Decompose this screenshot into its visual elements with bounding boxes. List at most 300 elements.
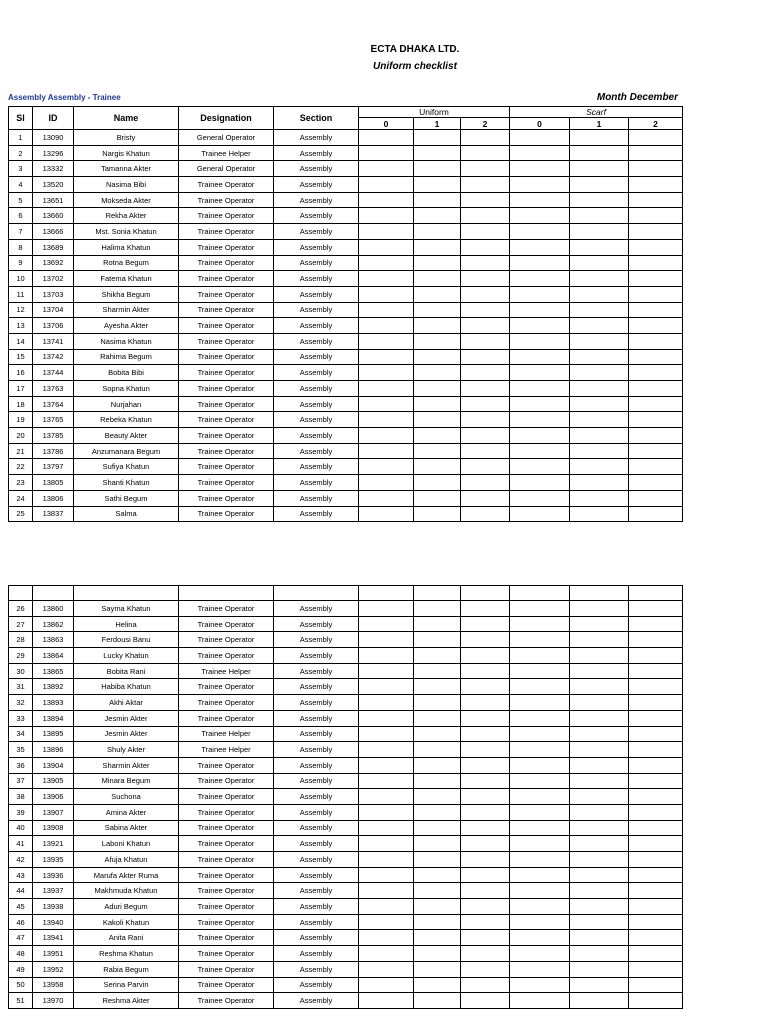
checkbox-cell-scarf-1[interactable]	[570, 161, 629, 177]
checkbox-cell-scarf-0[interactable]	[510, 679, 570, 695]
checkbox-cell-scarf-0[interactable]	[510, 601, 570, 617]
checkbox-cell-scarf-0[interactable]	[510, 412, 570, 428]
checkbox-cell-scarf-1[interactable]	[570, 632, 629, 648]
checkbox-cell-scarf-2[interactable]	[629, 679, 683, 695]
checkbox-cell-scarf-1[interactable]	[570, 349, 629, 365]
checkbox-cell-scarf-0[interactable]	[510, 428, 570, 444]
checkbox-cell-uniform-2[interactable]	[461, 773, 510, 789]
checkbox-cell-scarf-2[interactable]	[629, 318, 683, 334]
checkbox-cell-uniform-2[interactable]	[461, 412, 510, 428]
checkbox-cell-uniform-1[interactable]	[414, 726, 461, 742]
checkbox-cell-scarf-1[interactable]	[570, 883, 629, 899]
checkbox-cell-scarf-1[interactable]	[570, 255, 629, 271]
checkbox-cell-uniform-0[interactable]	[359, 161, 414, 177]
checkbox-cell-scarf-0[interactable]	[510, 475, 570, 491]
checkbox-cell-scarf-0[interactable]	[510, 302, 570, 318]
checkbox-cell-scarf-0[interactable]	[510, 961, 570, 977]
checkbox-cell-uniform-2[interactable]	[461, 286, 510, 302]
checkbox-cell-uniform-1[interactable]	[414, 867, 461, 883]
checkbox-cell-scarf-2[interactable]	[629, 161, 683, 177]
checkbox-cell-uniform-0[interactable]	[359, 396, 414, 412]
checkbox-cell-scarf-2[interactable]	[629, 977, 683, 993]
checkbox-cell-uniform-1[interactable]	[414, 789, 461, 805]
checkbox-cell-scarf-0[interactable]	[510, 757, 570, 773]
checkbox-cell-uniform-0[interactable]	[359, 946, 414, 962]
checkbox-cell-scarf-1[interactable]	[570, 695, 629, 711]
checkbox-cell-uniform-2[interactable]	[461, 836, 510, 852]
checkbox-cell-uniform-1[interactable]	[414, 412, 461, 428]
checkbox-cell-uniform-0[interactable]	[359, 255, 414, 271]
checkbox-cell-scarf-1[interactable]	[570, 946, 629, 962]
checkbox-cell-scarf-0[interactable]	[510, 145, 570, 161]
checkbox-cell-uniform-1[interactable]	[414, 396, 461, 412]
checkbox-cell-scarf-2[interactable]	[629, 930, 683, 946]
checkbox-cell-uniform-2[interactable]	[461, 459, 510, 475]
checkbox-cell-uniform-2[interactable]	[461, 993, 510, 1009]
checkbox-cell-scarf-2[interactable]	[629, 899, 683, 915]
checkbox-cell-scarf-1[interactable]	[570, 177, 629, 193]
checkbox-cell-scarf-2[interactable]	[629, 757, 683, 773]
checkbox-cell-uniform-1[interactable]	[414, 757, 461, 773]
checkbox-cell-uniform-1[interactable]	[414, 820, 461, 836]
checkbox-cell-scarf-2[interactable]	[629, 428, 683, 444]
checkbox-cell-scarf-2[interactable]	[629, 459, 683, 475]
checkbox-cell-scarf-1[interactable]	[570, 396, 629, 412]
checkbox-cell-scarf-2[interactable]	[629, 993, 683, 1009]
checkbox-cell-scarf-1[interactable]	[570, 773, 629, 789]
checkbox-cell-uniform-1[interactable]	[414, 318, 461, 334]
checkbox-cell-scarf-0[interactable]	[510, 852, 570, 868]
checkbox-cell-scarf-0[interactable]	[510, 208, 570, 224]
checkbox-cell-uniform-1[interactable]	[414, 946, 461, 962]
checkbox-cell-uniform-0[interactable]	[359, 883, 414, 899]
checkbox-cell-uniform-0[interactable]	[359, 224, 414, 240]
checkbox-cell-uniform-2[interactable]	[461, 177, 510, 193]
checkbox-cell-uniform-2[interactable]	[461, 302, 510, 318]
checkbox-cell-scarf-1[interactable]	[570, 977, 629, 993]
checkbox-cell-scarf-1[interactable]	[570, 867, 629, 883]
checkbox-cell-scarf-1[interactable]	[570, 993, 629, 1009]
checkbox-cell-scarf-2[interactable]	[629, 349, 683, 365]
checkbox-cell-uniform-2[interactable]	[461, 443, 510, 459]
checkbox-cell-uniform-2[interactable]	[461, 648, 510, 664]
checkbox-cell-uniform-2[interactable]	[461, 255, 510, 271]
checkbox-cell-scarf-0[interactable]	[510, 773, 570, 789]
checkbox-cell-scarf-1[interactable]	[570, 224, 629, 240]
checkbox-cell-uniform-0[interactable]	[359, 726, 414, 742]
checkbox-cell-uniform-2[interactable]	[461, 601, 510, 617]
checkbox-cell-uniform-1[interactable]	[414, 381, 461, 397]
checkbox-cell-uniform-2[interactable]	[461, 396, 510, 412]
checkbox-cell-uniform-1[interactable]	[414, 930, 461, 946]
checkbox-cell-uniform-0[interactable]	[359, 930, 414, 946]
checkbox-cell-uniform-1[interactable]	[414, 899, 461, 915]
checkbox-cell-scarf-2[interactable]	[629, 883, 683, 899]
checkbox-cell-scarf-0[interactable]	[510, 695, 570, 711]
checkbox-cell-uniform-0[interactable]	[359, 365, 414, 381]
checkbox-cell-uniform-0[interactable]	[359, 616, 414, 632]
checkbox-cell-uniform-1[interactable]	[414, 695, 461, 711]
checkbox-cell-scarf-1[interactable]	[570, 459, 629, 475]
checkbox-cell-uniform-0[interactable]	[359, 836, 414, 852]
checkbox-cell-scarf-0[interactable]	[510, 130, 570, 146]
checkbox-cell-scarf-1[interactable]	[570, 757, 629, 773]
checkbox-cell-uniform-0[interactable]	[359, 459, 414, 475]
checkbox-cell-scarf-1[interactable]	[570, 130, 629, 146]
checkbox-cell-scarf-2[interactable]	[629, 616, 683, 632]
checkbox-cell-scarf-0[interactable]	[510, 616, 570, 632]
checkbox-cell-scarf-1[interactable]	[570, 412, 629, 428]
checkbox-cell-scarf-0[interactable]	[510, 742, 570, 758]
checkbox-cell-uniform-1[interactable]	[414, 648, 461, 664]
checkbox-cell-uniform-1[interactable]	[414, 710, 461, 726]
checkbox-cell-scarf-2[interactable]	[629, 804, 683, 820]
checkbox-cell-scarf-1[interactable]	[570, 145, 629, 161]
checkbox-cell-scarf-0[interactable]	[510, 177, 570, 193]
checkbox-cell-uniform-2[interactable]	[461, 161, 510, 177]
checkbox-cell-scarf-2[interactable]	[629, 632, 683, 648]
checkbox-cell-uniform-0[interactable]	[359, 192, 414, 208]
checkbox-cell-uniform-1[interactable]	[414, 977, 461, 993]
checkbox-cell-uniform-2[interactable]	[461, 914, 510, 930]
checkbox-cell-uniform-2[interactable]	[461, 977, 510, 993]
checkbox-cell-uniform-1[interactable]	[414, 271, 461, 287]
checkbox-cell-uniform-1[interactable]	[414, 506, 461, 522]
checkbox-cell-scarf-0[interactable]	[510, 804, 570, 820]
checkbox-cell-scarf-0[interactable]	[510, 333, 570, 349]
checkbox-cell-uniform-0[interactable]	[359, 710, 414, 726]
checkbox-cell-scarf-1[interactable]	[570, 914, 629, 930]
checkbox-cell-scarf-0[interactable]	[510, 867, 570, 883]
checkbox-cell-scarf-0[interactable]	[510, 663, 570, 679]
checkbox-cell-scarf-1[interactable]	[570, 710, 629, 726]
checkbox-cell-uniform-1[interactable]	[414, 365, 461, 381]
checkbox-cell-uniform-1[interactable]	[414, 601, 461, 617]
checkbox-cell-uniform-1[interactable]	[414, 255, 461, 271]
checkbox-cell-uniform-2[interactable]	[461, 757, 510, 773]
checkbox-cell-scarf-1[interactable]	[570, 302, 629, 318]
checkbox-cell-uniform-1[interactable]	[414, 145, 461, 161]
checkbox-cell-uniform-0[interactable]	[359, 286, 414, 302]
checkbox-cell-uniform-0[interactable]	[359, 852, 414, 868]
checkbox-cell-scarf-0[interactable]	[510, 161, 570, 177]
checkbox-cell-uniform-1[interactable]	[414, 616, 461, 632]
checkbox-cell-uniform-0[interactable]	[359, 490, 414, 506]
checkbox-cell-uniform-2[interactable]	[461, 381, 510, 397]
checkbox-cell-uniform-1[interactable]	[414, 177, 461, 193]
checkbox-cell-scarf-1[interactable]	[570, 443, 629, 459]
checkbox-cell-uniform-0[interactable]	[359, 475, 414, 491]
checkbox-cell-uniform-1[interactable]	[414, 349, 461, 365]
checkbox-cell-scarf-1[interactable]	[570, 365, 629, 381]
checkbox-cell-uniform-1[interactable]	[414, 679, 461, 695]
checkbox-cell-scarf-2[interactable]	[629, 726, 683, 742]
checkbox-cell-scarf-0[interactable]	[510, 820, 570, 836]
checkbox-cell-uniform-2[interactable]	[461, 946, 510, 962]
checkbox-cell-uniform-2[interactable]	[461, 804, 510, 820]
checkbox-cell-scarf-0[interactable]	[510, 239, 570, 255]
checkbox-cell-scarf-1[interactable]	[570, 208, 629, 224]
checkbox-cell-scarf-0[interactable]	[510, 632, 570, 648]
checkbox-cell-uniform-0[interactable]	[359, 695, 414, 711]
checkbox-cell-scarf-0[interactable]	[510, 286, 570, 302]
checkbox-cell-scarf-2[interactable]	[629, 867, 683, 883]
checkbox-cell-uniform-0[interactable]	[359, 961, 414, 977]
checkbox-cell-scarf-2[interactable]	[629, 177, 683, 193]
checkbox-cell-uniform-0[interactable]	[359, 130, 414, 146]
checkbox-cell-scarf-0[interactable]	[510, 930, 570, 946]
checkbox-cell-uniform-0[interactable]	[359, 632, 414, 648]
checkbox-cell-uniform-0[interactable]	[359, 412, 414, 428]
checkbox-cell-scarf-0[interactable]	[510, 224, 570, 240]
checkbox-cell-scarf-2[interactable]	[629, 365, 683, 381]
checkbox-cell-uniform-0[interactable]	[359, 349, 414, 365]
checkbox-cell-uniform-0[interactable]	[359, 443, 414, 459]
checkbox-cell-uniform-0[interactable]	[359, 648, 414, 664]
checkbox-cell-scarf-1[interactable]	[570, 318, 629, 334]
checkbox-cell-uniform-0[interactable]	[359, 773, 414, 789]
checkbox-cell-uniform-2[interactable]	[461, 475, 510, 491]
checkbox-cell-uniform-0[interactable]	[359, 271, 414, 287]
checkbox-cell-uniform-2[interactable]	[461, 663, 510, 679]
checkbox-cell-uniform-1[interactable]	[414, 333, 461, 349]
checkbox-cell-uniform-1[interactable]	[414, 286, 461, 302]
checkbox-cell-uniform-2[interactable]	[461, 224, 510, 240]
checkbox-cell-uniform-0[interactable]	[359, 506, 414, 522]
checkbox-cell-uniform-1[interactable]	[414, 192, 461, 208]
checkbox-cell-scarf-2[interactable]	[629, 239, 683, 255]
checkbox-cell-uniform-0[interactable]	[359, 977, 414, 993]
checkbox-cell-scarf-1[interactable]	[570, 506, 629, 522]
checkbox-cell-uniform-2[interactable]	[461, 271, 510, 287]
checkbox-cell-uniform-1[interactable]	[414, 208, 461, 224]
checkbox-cell-uniform-2[interactable]	[461, 208, 510, 224]
checkbox-cell-scarf-2[interactable]	[629, 475, 683, 491]
checkbox-cell-scarf-2[interactable]	[629, 601, 683, 617]
checkbox-cell-uniform-0[interactable]	[359, 239, 414, 255]
checkbox-cell-uniform-1[interactable]	[414, 130, 461, 146]
checkbox-cell-scarf-1[interactable]	[570, 899, 629, 915]
checkbox-cell-scarf-2[interactable]	[629, 255, 683, 271]
checkbox-cell-scarf-1[interactable]	[570, 679, 629, 695]
checkbox-cell-scarf-1[interactable]	[570, 601, 629, 617]
checkbox-cell-uniform-1[interactable]	[414, 883, 461, 899]
checkbox-cell-uniform-0[interactable]	[359, 899, 414, 915]
checkbox-cell-uniform-0[interactable]	[359, 302, 414, 318]
checkbox-cell-scarf-0[interactable]	[510, 726, 570, 742]
checkbox-cell-scarf-0[interactable]	[510, 192, 570, 208]
checkbox-cell-scarf-1[interactable]	[570, 820, 629, 836]
checkbox-cell-uniform-1[interactable]	[414, 852, 461, 868]
checkbox-cell-scarf-0[interactable]	[510, 396, 570, 412]
checkbox-cell-scarf-2[interactable]	[629, 302, 683, 318]
checkbox-cell-uniform-0[interactable]	[359, 867, 414, 883]
checkbox-cell-scarf-2[interactable]	[629, 490, 683, 506]
checkbox-cell-uniform-2[interactable]	[461, 867, 510, 883]
checkbox-cell-uniform-0[interactable]	[359, 679, 414, 695]
checkbox-cell-scarf-2[interactable]	[629, 381, 683, 397]
checkbox-cell-scarf-0[interactable]	[510, 443, 570, 459]
checkbox-cell-uniform-1[interactable]	[414, 224, 461, 240]
checkbox-cell-scarf-0[interactable]	[510, 789, 570, 805]
checkbox-cell-scarf-2[interactable]	[629, 820, 683, 836]
checkbox-cell-uniform-1[interactable]	[414, 961, 461, 977]
checkbox-cell-scarf-0[interactable]	[510, 318, 570, 334]
checkbox-cell-scarf-2[interactable]	[629, 852, 683, 868]
checkbox-cell-uniform-1[interactable]	[414, 632, 461, 648]
checkbox-cell-scarf-1[interactable]	[570, 852, 629, 868]
checkbox-cell-uniform-2[interactable]	[461, 349, 510, 365]
checkbox-cell-uniform-1[interactable]	[414, 993, 461, 1009]
checkbox-cell-scarf-1[interactable]	[570, 239, 629, 255]
checkbox-cell-scarf-1[interactable]	[570, 616, 629, 632]
checkbox-cell-uniform-0[interactable]	[359, 742, 414, 758]
checkbox-cell-uniform-1[interactable]	[414, 428, 461, 444]
checkbox-cell-scarf-1[interactable]	[570, 742, 629, 758]
checkbox-cell-uniform-2[interactable]	[461, 742, 510, 758]
checkbox-cell-uniform-1[interactable]	[414, 914, 461, 930]
checkbox-cell-uniform-2[interactable]	[461, 695, 510, 711]
checkbox-cell-uniform-0[interactable]	[359, 757, 414, 773]
checkbox-cell-uniform-0[interactable]	[359, 428, 414, 444]
checkbox-cell-scarf-2[interactable]	[629, 192, 683, 208]
checkbox-cell-scarf-2[interactable]	[629, 773, 683, 789]
checkbox-cell-scarf-1[interactable]	[570, 286, 629, 302]
checkbox-cell-uniform-2[interactable]	[461, 130, 510, 146]
checkbox-cell-uniform-2[interactable]	[461, 333, 510, 349]
checkbox-cell-scarf-2[interactable]	[629, 836, 683, 852]
checkbox-cell-scarf-0[interactable]	[510, 381, 570, 397]
checkbox-cell-scarf-2[interactable]	[629, 130, 683, 146]
checkbox-cell-uniform-0[interactable]	[359, 145, 414, 161]
checkbox-cell-scarf-1[interactable]	[570, 381, 629, 397]
checkbox-cell-scarf-1[interactable]	[570, 930, 629, 946]
checkbox-cell-scarf-0[interactable]	[510, 993, 570, 1009]
checkbox-cell-uniform-2[interactable]	[461, 192, 510, 208]
checkbox-cell-uniform-0[interactable]	[359, 820, 414, 836]
checkbox-cell-scarf-0[interactable]	[510, 899, 570, 915]
checkbox-cell-scarf-0[interactable]	[510, 946, 570, 962]
checkbox-cell-uniform-2[interactable]	[461, 789, 510, 805]
checkbox-cell-scarf-2[interactable]	[629, 742, 683, 758]
checkbox-cell-scarf-2[interactable]	[629, 506, 683, 522]
checkbox-cell-uniform-0[interactable]	[359, 804, 414, 820]
checkbox-cell-uniform-0[interactable]	[359, 318, 414, 334]
checkbox-cell-uniform-2[interactable]	[461, 726, 510, 742]
checkbox-cell-scarf-1[interactable]	[570, 648, 629, 664]
checkbox-cell-uniform-1[interactable]	[414, 443, 461, 459]
checkbox-cell-uniform-2[interactable]	[461, 506, 510, 522]
checkbox-cell-scarf-1[interactable]	[570, 836, 629, 852]
checkbox-cell-uniform-1[interactable]	[414, 239, 461, 255]
checkbox-cell-uniform-2[interactable]	[461, 930, 510, 946]
checkbox-cell-uniform-2[interactable]	[461, 145, 510, 161]
checkbox-cell-uniform-0[interactable]	[359, 381, 414, 397]
checkbox-cell-uniform-0[interactable]	[359, 333, 414, 349]
checkbox-cell-scarf-0[interactable]	[510, 977, 570, 993]
checkbox-cell-uniform-2[interactable]	[461, 852, 510, 868]
checkbox-cell-uniform-2[interactable]	[461, 318, 510, 334]
checkbox-cell-uniform-0[interactable]	[359, 993, 414, 1009]
checkbox-cell-scarf-1[interactable]	[570, 428, 629, 444]
checkbox-cell-scarf-2[interactable]	[629, 914, 683, 930]
checkbox-cell-uniform-2[interactable]	[461, 883, 510, 899]
checkbox-cell-uniform-1[interactable]	[414, 459, 461, 475]
checkbox-cell-scarf-1[interactable]	[570, 475, 629, 491]
checkbox-cell-scarf-0[interactable]	[510, 271, 570, 287]
checkbox-cell-uniform-2[interactable]	[461, 616, 510, 632]
checkbox-cell-scarf-2[interactable]	[629, 145, 683, 161]
checkbox-cell-uniform-2[interactable]	[461, 239, 510, 255]
checkbox-cell-scarf-0[interactable]	[510, 883, 570, 899]
checkbox-cell-uniform-0[interactable]	[359, 177, 414, 193]
checkbox-cell-uniform-2[interactable]	[461, 428, 510, 444]
checkbox-cell-scarf-2[interactable]	[629, 396, 683, 412]
checkbox-cell-scarf-1[interactable]	[570, 192, 629, 208]
checkbox-cell-scarf-0[interactable]	[510, 255, 570, 271]
checkbox-cell-scarf-2[interactable]	[629, 224, 683, 240]
checkbox-cell-scarf-2[interactable]	[629, 286, 683, 302]
checkbox-cell-scarf-0[interactable]	[510, 459, 570, 475]
checkbox-cell-uniform-1[interactable]	[414, 161, 461, 177]
checkbox-cell-uniform-1[interactable]	[414, 773, 461, 789]
checkbox-cell-scarf-1[interactable]	[570, 804, 629, 820]
checkbox-cell-scarf-1[interactable]	[570, 663, 629, 679]
checkbox-cell-uniform-1[interactable]	[414, 742, 461, 758]
checkbox-cell-uniform-1[interactable]	[414, 836, 461, 852]
checkbox-cell-scarf-2[interactable]	[629, 710, 683, 726]
checkbox-cell-scarf-0[interactable]	[510, 365, 570, 381]
checkbox-cell-uniform-2[interactable]	[461, 632, 510, 648]
checkbox-cell-scarf-2[interactable]	[629, 271, 683, 287]
checkbox-cell-uniform-2[interactable]	[461, 490, 510, 506]
checkbox-cell-scarf-2[interactable]	[629, 961, 683, 977]
checkbox-cell-scarf-1[interactable]	[570, 271, 629, 287]
checkbox-cell-scarf-0[interactable]	[510, 914, 570, 930]
checkbox-cell-scarf-0[interactable]	[510, 836, 570, 852]
checkbox-cell-scarf-0[interactable]	[510, 349, 570, 365]
checkbox-cell-scarf-0[interactable]	[510, 648, 570, 664]
checkbox-cell-scarf-1[interactable]	[570, 333, 629, 349]
checkbox-cell-scarf-2[interactable]	[629, 412, 683, 428]
checkbox-cell-scarf-2[interactable]	[629, 695, 683, 711]
checkbox-cell-uniform-2[interactable]	[461, 365, 510, 381]
checkbox-cell-scarf-2[interactable]	[629, 208, 683, 224]
checkbox-cell-uniform-0[interactable]	[359, 208, 414, 224]
checkbox-cell-uniform-1[interactable]	[414, 663, 461, 679]
checkbox-cell-scarf-0[interactable]	[510, 490, 570, 506]
checkbox-cell-scarf-2[interactable]	[629, 789, 683, 805]
checkbox-cell-uniform-2[interactable]	[461, 820, 510, 836]
checkbox-cell-scarf-0[interactable]	[510, 710, 570, 726]
checkbox-cell-uniform-1[interactable]	[414, 302, 461, 318]
checkbox-cell-scarf-1[interactable]	[570, 789, 629, 805]
checkbox-cell-uniform-0[interactable]	[359, 789, 414, 805]
checkbox-cell-uniform-1[interactable]	[414, 804, 461, 820]
checkbox-cell-scarf-2[interactable]	[629, 663, 683, 679]
checkbox-cell-uniform-1[interactable]	[414, 490, 461, 506]
checkbox-cell-uniform-2[interactable]	[461, 899, 510, 915]
checkbox-cell-uniform-0[interactable]	[359, 663, 414, 679]
checkbox-cell-uniform-2[interactable]	[461, 961, 510, 977]
checkbox-cell-uniform-2[interactable]	[461, 710, 510, 726]
checkbox-cell-uniform-0[interactable]	[359, 601, 414, 617]
checkbox-cell-scarf-2[interactable]	[629, 333, 683, 349]
checkbox-cell-scarf-2[interactable]	[629, 648, 683, 664]
checkbox-cell-scarf-2[interactable]	[629, 946, 683, 962]
checkbox-cell-uniform-1[interactable]	[414, 475, 461, 491]
checkbox-cell-scarf-1[interactable]	[570, 490, 629, 506]
